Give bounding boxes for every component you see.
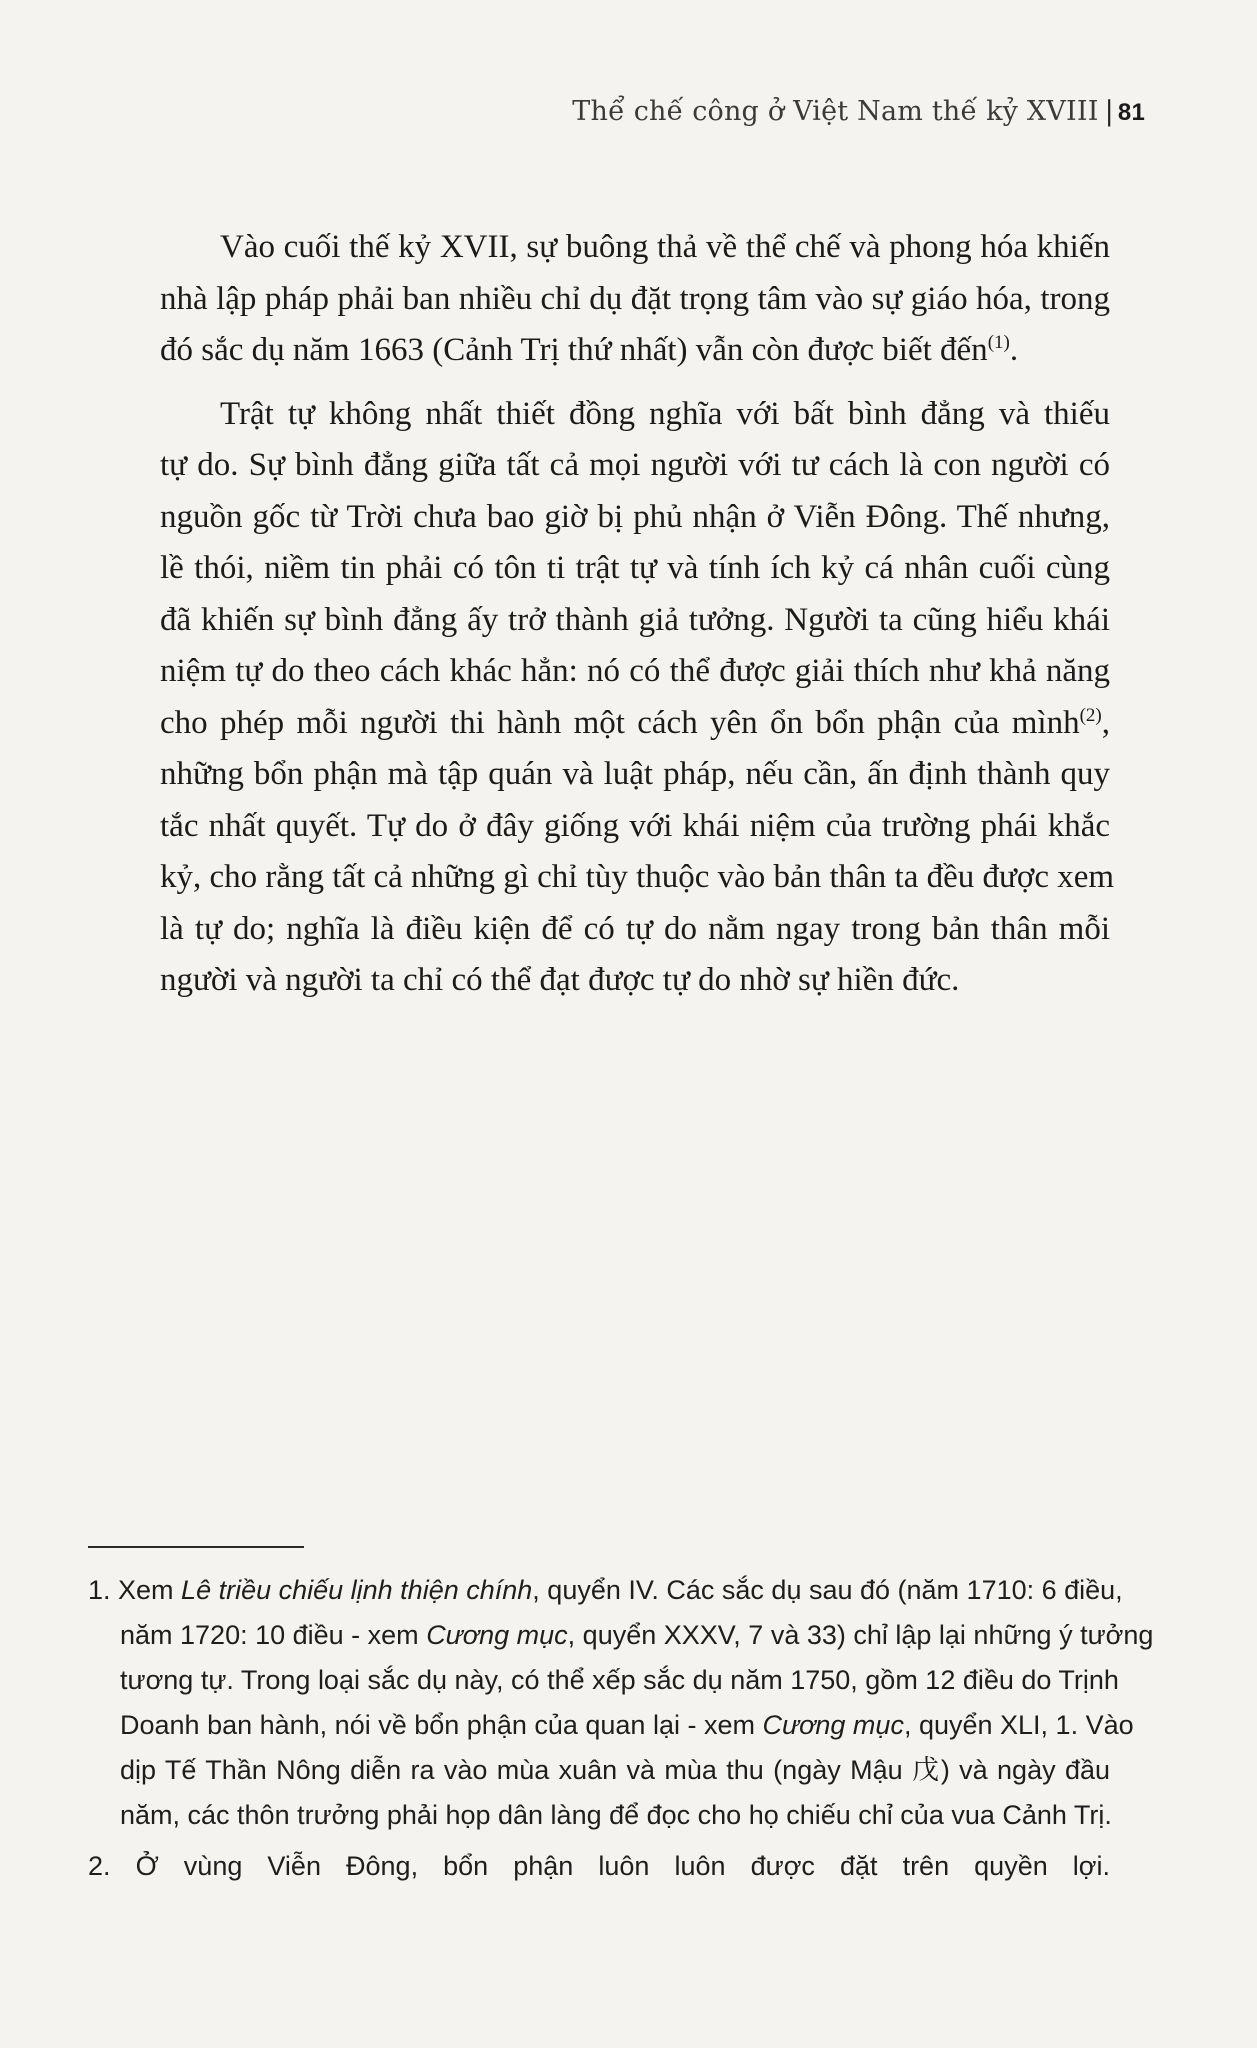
footnote-text: , quyển XLI, 1. Vào — [903, 1710, 1134, 1740]
text-line: tự do. Sự bình đẳng giữa tất cả mọi người với tư cách là con người có — [160, 447, 1110, 483]
text-line: nhà lập pháp phải ban nhiều chỉ dụ đặt trọng tâm vào sự giáo hóa, trong — [160, 280, 1110, 317]
footnote-line: dịp Tế Thần Nông diễn ra vào mùa xuân và mùa thu (ngày Mậu 戊) và ngày đầu — [120, 1755, 1110, 1785]
footnote-1 — [88, 1568, 1154, 1838]
text-line-content: cho phép mỗi người thi hành một cách yên ổn bổn phận của mình — [160, 704, 1080, 741]
footnote-text: 1. Xem — [88, 1575, 182, 1605]
footnote-text: năm 1720: 10 điều - xem — [120, 1620, 427, 1650]
running-head — [572, 96, 1145, 127]
footnote-line — [88, 1613, 1154, 1658]
paragraph-1 — [160, 222, 1110, 377]
footnote-text: , quyển XXXV, 7 và 33) chỉ lập lại những ý tưởng — [567, 1620, 1154, 1650]
cited-title: Lê triều chiếu lịnh thiện chính — [181, 1575, 533, 1605]
footnote-2 — [88, 1844, 1110, 1889]
text-line: là tự do; nghĩa là điều kiện để có tự do nằm ngay trong bản thân mỗi — [160, 910, 1110, 947]
footnote-line: 2. Ở vùng Viễn Đông, bổn phận luôn luôn được đặt trên quyền lợi. — [88, 1851, 1110, 1881]
text-line: người và người ta chỉ có thể đạt được tự do nhờ sự hiền đức. — [160, 962, 960, 998]
text-line: lề thói, niềm tin phải có tôn ti trật tự và tính ích kỷ cá nhân cuối cùng — [160, 550, 1110, 586]
running-head-title: Thể chế công ở Việt Nam thế kỷ XVIII — [572, 96, 1099, 127]
text-line — [160, 698, 1110, 750]
text-line: nguồn gốc từ Trời chưa bao giờ bị phủ nhận ở Viễn Đông. Thế nhưng, — [160, 498, 1110, 535]
text-line: đã khiến sự bình đẳng ấy trở thành giả tưởng. Người ta cũng hiểu khái — [160, 601, 1110, 638]
comma: , — [1101, 704, 1110, 741]
text-line-content: đó sắc dụ năm 1663 (Cảnh Trị thứ nhất) vẫn còn được biết đến — [160, 332, 988, 368]
footnote-text: Doanh ban hành, nói về bổn phận của quan lại - xem — [120, 1710, 763, 1740]
footnote-rule — [88, 1546, 304, 1548]
text-line: tắc nhất quyết. Tự do ở đây giống với khái niệm của trường phái khắc — [160, 807, 1110, 844]
footnote-line — [88, 1568, 1123, 1613]
text-line: Trật tự không nhất thiết đồng nghĩa với bất bình đẳng và thiếu — [220, 395, 1110, 432]
body-text — [160, 222, 1115, 1019]
cited-title: Cương mục — [762, 1710, 904, 1740]
footnotes — [88, 1568, 1154, 1895]
text-line: Vào cuối thế kỷ XVII, sự buông thả về thể chế và phong hóa khiến — [220, 229, 1110, 265]
footnote-line: tương tự. Trong loại sắc dụ này, có thể xếp sắc dụ năm 1750, gồm 12 điều do Trịnh — [120, 1665, 1119, 1695]
footnote-line — [88, 1703, 1134, 1748]
footnote-text: , quyển IV. Các sắc dụ sau đó (năm 1710: 6 điều, — [532, 1575, 1123, 1605]
text-line: niệm tự do theo cách khác hẳn: nó có thể được giải thích như khả năng — [160, 653, 1110, 689]
footnote-ref-1[interactable]: (1) — [987, 332, 1010, 353]
text-line — [160, 325, 1110, 377]
text-line: những bổn phận mà tập quán và luật pháp, nếu cần, ấn định thành quy — [160, 756, 1110, 792]
footnote-line: năm, các thôn trưởng phải họp dân làng để đọc cho họ chiếu chỉ của vua Cảnh Trị. — [120, 1800, 1112, 1830]
footnote-ref-2[interactable]: (2) — [1079, 704, 1102, 726]
paragraph-2 — [160, 389, 1115, 1007]
page-number: 81 — [1117, 99, 1145, 126]
running-head-separator: | — [1104, 96, 1114, 127]
sentence-end: . — [1009, 332, 1019, 368]
text-line: kỷ, cho rằng tất cả những gì chỉ tùy thuộc vào bản thân ta đều được xem — [160, 859, 1115, 895]
cited-title: Cương mục — [426, 1620, 568, 1650]
